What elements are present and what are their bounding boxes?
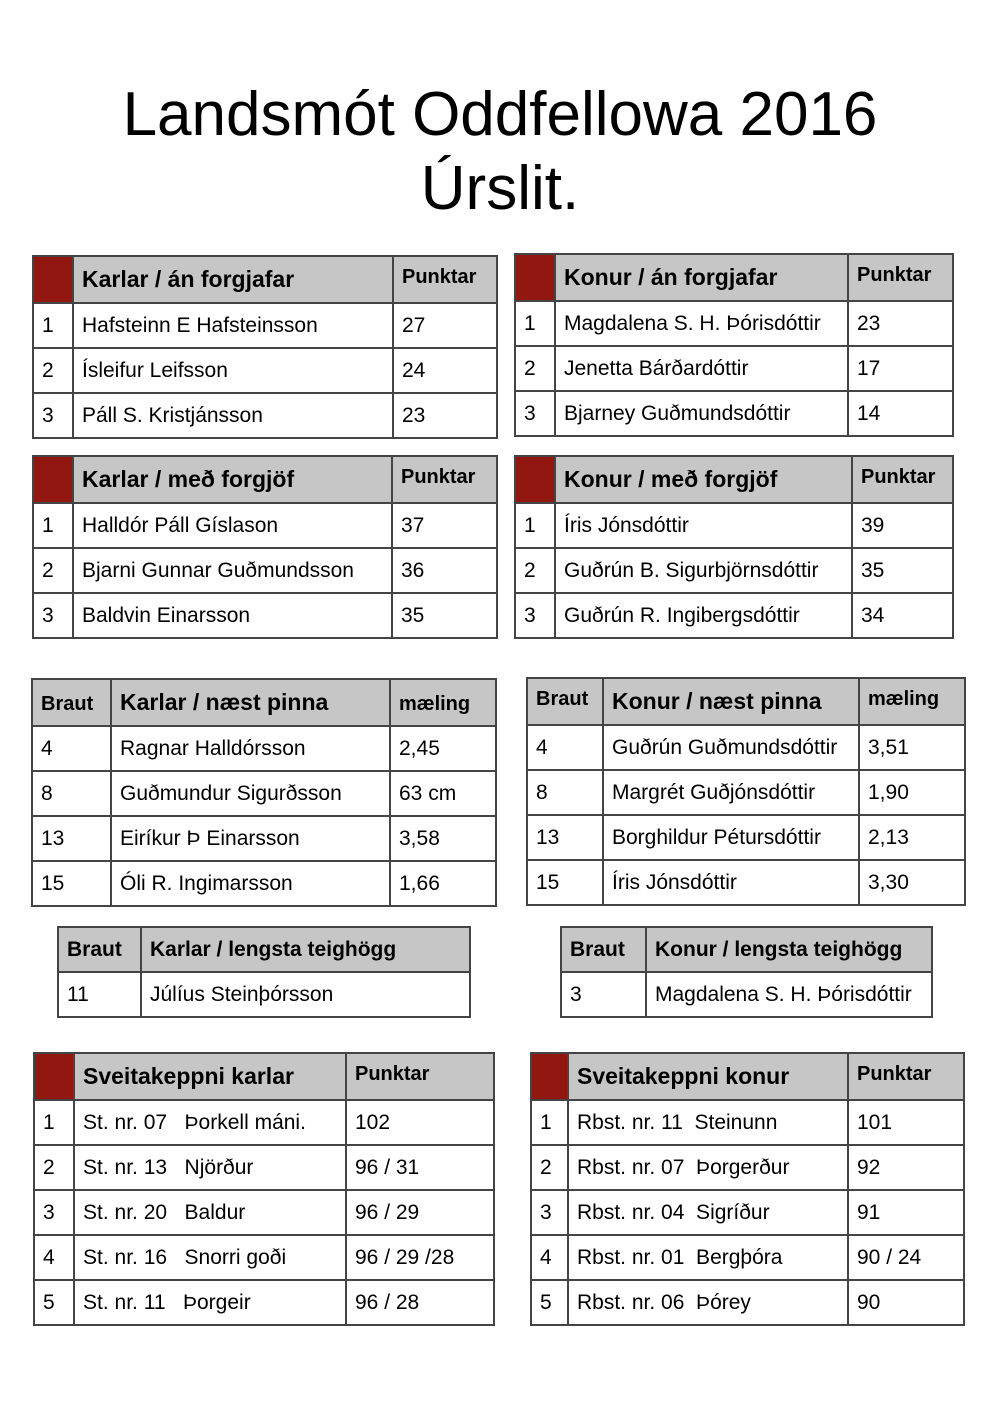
table-header-row (531, 1053, 964, 1100)
team-cell: Rbst. nr. 01 Bergþóra (568, 1235, 848, 1280)
score-cell: 101 (848, 1100, 964, 1145)
table-header-row (34, 1053, 494, 1100)
score-header: mæling (390, 679, 496, 726)
score-cell: 24 (393, 348, 497, 393)
score-cell: 3,30 (859, 860, 965, 905)
name-cell: Óli R. Ingimarsson (111, 861, 390, 906)
rank-cell: 2 (33, 548, 73, 593)
score-cell: 96 / 31 (346, 1145, 494, 1190)
score-cell: 96 / 28 (346, 1280, 494, 1325)
score-cell: 27 (393, 303, 497, 348)
score-cell: 90 / 24 (848, 1235, 964, 1280)
rank-cell: 5 (531, 1280, 568, 1325)
table-row (515, 593, 953, 638)
rank-cell: 2 (515, 346, 555, 391)
table-header-row (33, 256, 497, 303)
braut-cell: 3 (561, 972, 646, 1017)
table-header-row (527, 678, 965, 725)
score-cell: 2,13 (859, 815, 965, 860)
braut-cell: 8 (32, 771, 111, 816)
name-cell: Ísleifur Leifsson (73, 348, 393, 393)
score-cell: 102 (346, 1100, 494, 1145)
name-cell: Ragnar Halldórsson (111, 726, 390, 771)
braut-cell: 11 (58, 972, 141, 1017)
rank-cell: 3 (33, 393, 73, 438)
score-cell: 35 (852, 548, 953, 593)
table-header-row (32, 679, 496, 726)
category-header: Sveitakeppni konur (568, 1053, 848, 1100)
title-line-1: Landsmót Oddfellowa 2016 (122, 80, 878, 149)
score-cell: 3,58 (390, 816, 496, 861)
table-row (531, 1190, 964, 1235)
score-header: Punktar (346, 1053, 494, 1100)
name-cell: Guðmundur Sigurðsson (111, 771, 390, 816)
name-cell: Guðrún Guðmundsdóttir (603, 725, 859, 770)
table-row (531, 1145, 964, 1190)
score-cell: 63 cm (390, 771, 496, 816)
table-row (33, 303, 497, 348)
table-row (515, 346, 953, 391)
table-row (531, 1235, 964, 1280)
table-row (33, 348, 497, 393)
table-row (527, 815, 965, 860)
table-row (33, 503, 497, 548)
braut-header: Braut (561, 927, 646, 972)
score-header: Punktar (852, 456, 953, 503)
braut-cell: 15 (527, 860, 603, 905)
table-row (515, 301, 953, 346)
team-cell: St. nr. 07 Þorkell máni. (74, 1100, 346, 1145)
score-header: Punktar (848, 254, 953, 301)
team-cell: Rbst. nr. 11 Steinunn (568, 1100, 848, 1145)
score-cell: 34 (852, 593, 953, 638)
score-cell: 37 (392, 503, 497, 548)
table-row (515, 503, 953, 548)
table-row (531, 1280, 964, 1325)
red-marker (515, 254, 555, 301)
braut-cell: 13 (32, 816, 111, 861)
name-cell: Páll S. Kristjánsson (73, 393, 393, 438)
braut-cell: 13 (527, 815, 603, 860)
team-cell: St. nr. 16 Snorri goði (74, 1235, 346, 1280)
score-cell: 3,51 (859, 725, 965, 770)
category-header: Konur / með forgjöf (555, 456, 852, 503)
score-cell: 35 (392, 593, 497, 638)
braut-cell: 4 (32, 726, 111, 771)
name-cell: Eiríkur Þ Einarsson (111, 816, 390, 861)
title-line-2: Úrslit. (420, 154, 580, 223)
braut-header: Braut (527, 678, 603, 725)
table-header-row (515, 254, 953, 301)
score-cell: 17 (848, 346, 953, 391)
category-header: Karlar / með forgjöf (73, 456, 392, 503)
category-header: Konur / án forgjafar (555, 254, 848, 301)
category-header: Karlar / án forgjafar (73, 256, 393, 303)
category-header: Konur / lengsta teighögg (646, 927, 932, 972)
name-cell: Íris Jónsdóttir (555, 503, 852, 548)
table-header-row (561, 927, 932, 972)
score-cell: 36 (392, 548, 497, 593)
braut-cell: 4 (527, 725, 603, 770)
table-row (527, 725, 965, 770)
team-cell: Rbst. nr. 06 Þórey (568, 1280, 848, 1325)
score-cell: 1,90 (859, 770, 965, 815)
team-cell: St. nr. 11 Þorgeir (74, 1280, 346, 1325)
name-cell: Magdalena S. H. Þórisdóttir (555, 301, 848, 346)
table-row (527, 860, 965, 905)
rank-cell: 2 (531, 1145, 568, 1190)
table-header-row (33, 456, 497, 503)
team-cell: Rbst. nr. 07 Þorgerður (568, 1145, 848, 1190)
red-marker (531, 1053, 568, 1100)
name-cell: Borghildur Pétursdóttir (603, 815, 859, 860)
red-marker (33, 456, 73, 503)
rank-cell: 1 (515, 301, 555, 346)
rank-cell: 1 (34, 1100, 74, 1145)
rank-cell: 1 (33, 503, 73, 548)
red-marker (34, 1053, 74, 1100)
rank-cell: 2 (33, 348, 73, 393)
rank-cell: 2 (515, 548, 555, 593)
table-konur-med-forgjof (514, 455, 954, 639)
team-cell: St. nr. 20 Baldur (74, 1190, 346, 1235)
table-konur-an-forgjafar (514, 253, 954, 437)
score-header: mæling (859, 678, 965, 725)
table-header-row (58, 927, 470, 972)
name-cell: Guðrún B. Sigurbjörnsdóttir (555, 548, 852, 593)
name-cell: Íris Jónsdóttir (603, 860, 859, 905)
category-header: Karlar / lengsta teighögg (141, 927, 470, 972)
table-row (34, 1280, 494, 1325)
braut-cell: 8 (527, 770, 603, 815)
name-cell: Bjarni Gunnar Guðmundsson (73, 548, 392, 593)
rank-cell: 4 (531, 1235, 568, 1280)
name-cell: Baldvin Einarsson (73, 593, 392, 638)
score-cell: 2,45 (390, 726, 496, 771)
score-cell: 92 (848, 1145, 964, 1190)
rank-cell: 1 (515, 503, 555, 548)
table-row (527, 770, 965, 815)
table-row (34, 1145, 494, 1190)
table-row (34, 1235, 494, 1280)
score-cell: 39 (852, 503, 953, 548)
page-title (0, 78, 1000, 226)
rank-cell: 3 (515, 391, 555, 436)
team-cell: Rbst. nr. 04 Sigríður (568, 1190, 848, 1235)
table-row (515, 548, 953, 593)
score-cell: 91 (848, 1190, 964, 1235)
name-cell: Magdalena S. H. Þórisdóttir (646, 972, 932, 1017)
name-cell: Guðrún R. Ingibergsdóttir (555, 593, 852, 638)
rank-cell: 2 (34, 1145, 74, 1190)
red-marker (33, 256, 73, 303)
rank-cell: 1 (33, 303, 73, 348)
braut-cell: 15 (32, 861, 111, 906)
table-karlar-med-forgjof (32, 455, 498, 639)
table-row (34, 1100, 494, 1145)
score-header: Punktar (848, 1053, 964, 1100)
score-cell: 1,66 (390, 861, 496, 906)
rank-cell: 3 (531, 1190, 568, 1235)
score-cell: 14 (848, 391, 953, 436)
table-row (32, 771, 496, 816)
score-cell: 96 / 29 (346, 1190, 494, 1235)
table-row (33, 393, 497, 438)
braut-header: Braut (58, 927, 141, 972)
red-marker (515, 456, 555, 503)
name-cell: Bjarney Guðmundsdóttir (555, 391, 848, 436)
table-row (58, 972, 470, 1017)
table-row (531, 1100, 964, 1145)
table-header-row (515, 456, 953, 503)
table-row (32, 816, 496, 861)
table-row (33, 548, 497, 593)
table-karlar-an-forgjafar (32, 255, 498, 439)
category-header: Konur / næst pinna (603, 678, 859, 725)
table-sveitakeppni-konur (530, 1052, 965, 1326)
table-row (561, 972, 932, 1017)
rank-cell: 3 (34, 1190, 74, 1235)
table-karlar-lengsta-teighogg (57, 926, 471, 1018)
rank-cell: 1 (531, 1100, 568, 1145)
score-cell: 96 / 29 /28 (346, 1235, 494, 1280)
name-cell: Halldór Páll Gíslason (73, 503, 392, 548)
name-cell: Margrét Guðjónsdóttir (603, 770, 859, 815)
name-cell: Jenetta Bárðardóttir (555, 346, 848, 391)
table-konur-lengsta-teighogg (560, 926, 933, 1018)
name-cell: Hafsteinn E Hafsteinsson (73, 303, 393, 348)
table-row (32, 861, 496, 906)
category-header: Karlar / næst pinna (111, 679, 390, 726)
rank-cell: 3 (515, 593, 555, 638)
category-header: Sveitakeppni karlar (74, 1053, 346, 1100)
table-row (34, 1190, 494, 1235)
score-header: Punktar (392, 456, 497, 503)
table-sveitakeppni-karlar (33, 1052, 495, 1326)
rank-cell: 5 (34, 1280, 74, 1325)
score-cell: 23 (848, 301, 953, 346)
table-row (32, 726, 496, 771)
braut-header: Braut (32, 679, 111, 726)
table-row (33, 593, 497, 638)
table-karlar-naest-pinna (31, 678, 497, 907)
score-header: Punktar (393, 256, 497, 303)
score-cell: 90 (848, 1280, 964, 1325)
rank-cell: 4 (34, 1235, 74, 1280)
rank-cell: 3 (33, 593, 73, 638)
team-cell: St. nr. 13 Njörður (74, 1145, 346, 1190)
table-konur-naest-pinna (526, 677, 966, 906)
table-row (515, 391, 953, 436)
name-cell: Júlíus Steinþórsson (141, 972, 470, 1017)
score-cell: 23 (393, 393, 497, 438)
